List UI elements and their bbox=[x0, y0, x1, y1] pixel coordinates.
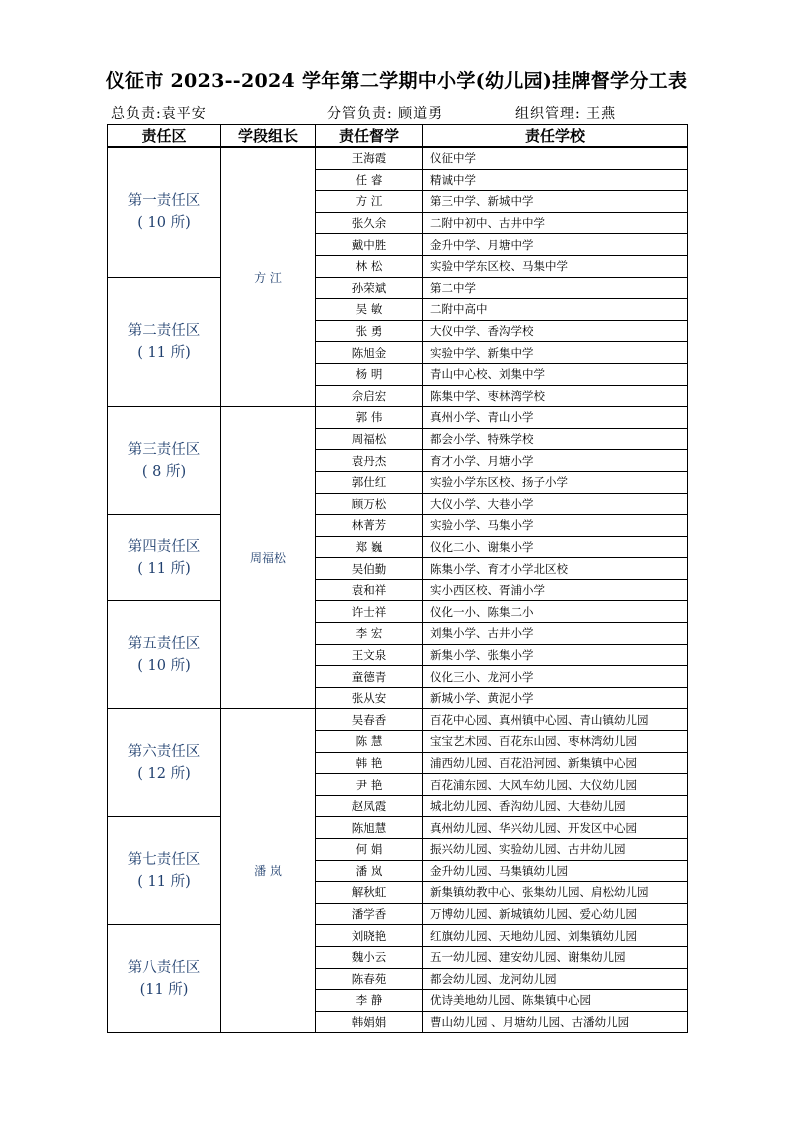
inspector-name: 林 松 bbox=[316, 255, 423, 277]
school-list: 大仪小学、大巷小学 bbox=[423, 493, 688, 515]
table-row bbox=[108, 515, 688, 537]
school-list: 金升中学、月塘中学 bbox=[423, 234, 688, 256]
district-cell bbox=[108, 601, 221, 709]
school-list: 精诚中学 bbox=[423, 169, 688, 191]
inspector-name: 郑 巍 bbox=[316, 536, 423, 558]
inspector-name: 赵凤霞 bbox=[316, 795, 423, 817]
inspector-name: 何 娟 bbox=[316, 839, 423, 861]
header-leader: 学段组长 bbox=[221, 125, 316, 148]
school-list: 百花浦东园、大风车幼儿园、大仪幼儿园 bbox=[423, 774, 688, 796]
school-list: 仪征中学 bbox=[423, 147, 688, 169]
district-count: ( 10 所) bbox=[137, 215, 191, 232]
table-row bbox=[108, 147, 688, 169]
school-list: 青山中心校、刘集中学 bbox=[423, 363, 688, 385]
district-count: ( 11 所) bbox=[137, 560, 191, 577]
district-cell bbox=[108, 147, 221, 277]
inspector-name: 周福松 bbox=[316, 428, 423, 450]
school-list: 百花中心园、真州镇中心园、青山镇幼儿园 bbox=[423, 709, 688, 731]
deputy-responsible: 分管负责: 顾道勇 bbox=[327, 106, 444, 122]
school-list: 实验小学、马集小学 bbox=[423, 515, 688, 537]
inspector-name: 韩娟娟 bbox=[316, 1011, 423, 1033]
inspector-name: 潘 岚 bbox=[316, 860, 423, 882]
district-name: 第七责任区 bbox=[127, 851, 201, 868]
inspector-name: 李 静 bbox=[316, 990, 423, 1012]
district-name: 第六责任区 bbox=[127, 743, 201, 760]
inspector-name: 吴伯勤 bbox=[316, 558, 423, 580]
district-count: ( 10 所) bbox=[137, 657, 191, 674]
inspector-name: 林菁芳 bbox=[316, 515, 423, 537]
school-list: 五一幼儿园、建安幼儿园、谢集幼儿园 bbox=[423, 946, 688, 968]
stage-leader: 周福松 bbox=[221, 407, 316, 709]
inspector-name: 方 江 bbox=[316, 191, 423, 213]
school-list: 振兴幼儿园、实验幼儿园、古井幼儿园 bbox=[423, 839, 688, 861]
school-list: 第三中学、新城中学 bbox=[423, 191, 688, 213]
district-count: (11 所) bbox=[139, 981, 189, 998]
inspector-name: 王文泉 bbox=[316, 644, 423, 666]
school-list: 仪化一小、陈集二小 bbox=[423, 601, 688, 623]
chief-responsible: 总负责:袁平安 bbox=[111, 106, 207, 122]
inspector-name: 袁和祥 bbox=[316, 579, 423, 601]
district-cell bbox=[108, 709, 221, 817]
header-row bbox=[108, 125, 688, 148]
stage-leader: 方 江 bbox=[221, 147, 316, 407]
district-name: 第三责任区 bbox=[127, 441, 201, 458]
inspector-name: 吴 敏 bbox=[316, 299, 423, 321]
inspector-name: 郭仕红 bbox=[316, 471, 423, 493]
school-list: 实验中学、新集中学 bbox=[423, 342, 688, 364]
school-list: 红旗幼儿园、天地幼儿园、刘集镇幼儿园 bbox=[423, 925, 688, 947]
school-list: 万博幼儿园、新城镇幼儿园、爱心幼儿园 bbox=[423, 903, 688, 925]
inspector-name: 袁丹杰 bbox=[316, 450, 423, 472]
school-list: 新集小学、张集小学 bbox=[423, 644, 688, 666]
school-list: 宝宝艺术园、百花东山园、枣林湾幼儿园 bbox=[423, 731, 688, 753]
school-list: 实验小学东区校、扬子小学 bbox=[423, 471, 688, 493]
inspector-name: 郭 伟 bbox=[316, 407, 423, 429]
inspector-name: 任 睿 bbox=[316, 169, 423, 191]
inspector-name: 潘学香 bbox=[316, 903, 423, 925]
inspector-name: 韩 艳 bbox=[316, 752, 423, 774]
school-list: 陈集中学、枣林湾学校 bbox=[423, 385, 688, 407]
header-district: 责任区 bbox=[108, 125, 221, 148]
district-cell bbox=[108, 407, 221, 515]
page-title: 仪征市 2023--2024 学年第二学期中小学(幼儿园)挂牌督学分工表 bbox=[105, 70, 688, 92]
duty-table bbox=[107, 124, 688, 1033]
district-cell bbox=[108, 925, 221, 1033]
school-list: 城北幼儿园、香沟幼儿园、大巷幼儿园 bbox=[423, 795, 688, 817]
school-list: 仪化二小、谢集小学 bbox=[423, 536, 688, 558]
district-name: 第四责任区 bbox=[127, 538, 201, 555]
inspector-name: 张久余 bbox=[316, 212, 423, 234]
organizer: 组织管理: 王燕 bbox=[515, 106, 617, 122]
district-name: 第一责任区 bbox=[127, 193, 201, 210]
table-row bbox=[108, 407, 688, 429]
inspector-name: 张从安 bbox=[316, 687, 423, 709]
school-list: 陈集小学、育才小学北区校 bbox=[423, 558, 688, 580]
district-cell bbox=[108, 515, 221, 601]
inspector-name: 陈 慧 bbox=[316, 731, 423, 753]
school-list: 真州幼儿园、华兴幼儿园、开发区中心园 bbox=[423, 817, 688, 839]
school-list: 第二中学 bbox=[423, 277, 688, 299]
inspector-name: 陈旭金 bbox=[316, 342, 423, 364]
table-row bbox=[108, 709, 688, 731]
header-school: 责任学校 bbox=[423, 125, 688, 148]
inspector-name: 吴春香 bbox=[316, 709, 423, 731]
inspector-name: 孙荣斌 bbox=[316, 277, 423, 299]
school-list: 新城小学、黄泥小学 bbox=[423, 687, 688, 709]
school-list: 实验中学东区校、马集中学 bbox=[423, 255, 688, 277]
district-count: ( 11 所) bbox=[137, 344, 191, 361]
school-list: 曹山幼儿园 、月塘幼儿园、古潘幼儿园 bbox=[423, 1011, 688, 1033]
table-row bbox=[108, 817, 688, 839]
inspector-name: 陈春苑 bbox=[316, 968, 423, 990]
inspector-name: 童德青 bbox=[316, 666, 423, 688]
inspector-name: 刘晓艳 bbox=[316, 925, 423, 947]
district-name: 第二责任区 bbox=[127, 322, 201, 339]
district-count: ( 12 所) bbox=[137, 765, 191, 782]
district-cell bbox=[108, 817, 221, 925]
inspector-name: 解秋虹 bbox=[316, 882, 423, 904]
school-list: 刘集小学、古井小学 bbox=[423, 623, 688, 645]
school-list: 二附中初中、古井中学 bbox=[423, 212, 688, 234]
table-row bbox=[108, 277, 688, 299]
inspector-name: 魏小云 bbox=[316, 946, 423, 968]
inspector-name: 杨 明 bbox=[316, 363, 423, 385]
district-name: 第八责任区 bbox=[127, 959, 201, 976]
school-list: 都会幼儿园、龙河幼儿园 bbox=[423, 968, 688, 990]
school-list: 都会小学、特殊学校 bbox=[423, 428, 688, 450]
inspector-name: 佘启宏 bbox=[316, 385, 423, 407]
school-list: 育才小学、月塘小学 bbox=[423, 450, 688, 472]
inspector-name: 顾万松 bbox=[316, 493, 423, 515]
inspector-name: 陈旭慧 bbox=[316, 817, 423, 839]
header-inspector: 责任督学 bbox=[316, 125, 423, 148]
stage-leader: 潘 岚 bbox=[221, 709, 316, 1033]
district-count: ( 11 所) bbox=[137, 873, 191, 890]
inspector-name: 戴中胜 bbox=[316, 234, 423, 256]
inspector-name: 李 宏 bbox=[316, 623, 423, 645]
school-list: 优诗美地幼儿园、陈集镇中心园 bbox=[423, 990, 688, 1012]
inspector-name: 尹 艳 bbox=[316, 774, 423, 796]
school-list: 浦西幼儿园、百花沿河园、新集镇中心园 bbox=[423, 752, 688, 774]
district-cell bbox=[108, 277, 221, 407]
school-list: 大仪中学、香沟学校 bbox=[423, 320, 688, 342]
school-list: 仪化三小、龙河小学 bbox=[423, 666, 688, 688]
school-list: 新集镇幼教中心、张集幼儿园、肩松幼儿园 bbox=[423, 882, 688, 904]
table-row bbox=[108, 925, 688, 947]
school-list: 二附中高中 bbox=[423, 299, 688, 321]
district-count: ( 8 所) bbox=[141, 463, 187, 480]
school-list: 真州小学、青山小学 bbox=[423, 407, 688, 429]
inspector-name: 许士祥 bbox=[316, 601, 423, 623]
inspector-name: 张 勇 bbox=[316, 320, 423, 342]
school-list: 金升幼儿园、马集镇幼儿园 bbox=[423, 860, 688, 882]
table-row bbox=[108, 601, 688, 623]
inspector-name: 王海霞 bbox=[316, 147, 423, 169]
district-name: 第五责任区 bbox=[127, 635, 201, 652]
school-list: 实小西区校、胥浦小学 bbox=[423, 579, 688, 601]
